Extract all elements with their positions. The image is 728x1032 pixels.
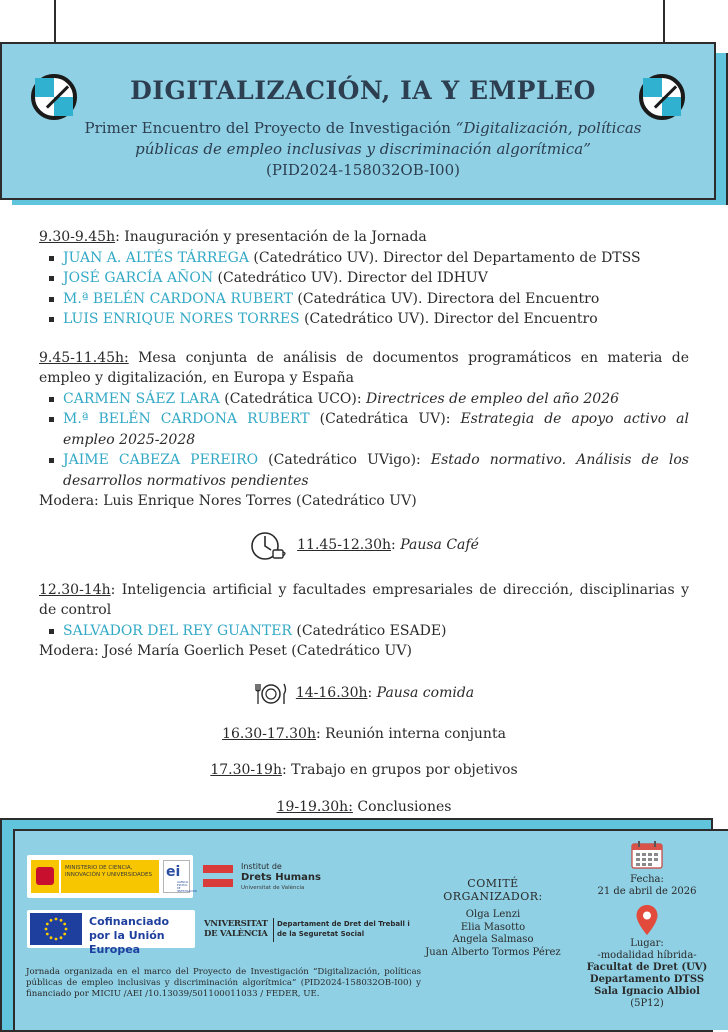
speaker-list	[39, 389, 689, 492]
organizing-committee	[418, 877, 568, 959]
speaker-name: M.ª BELÉN CARDONA RUBERT	[63, 411, 310, 427]
session-working-groups	[39, 760, 689, 781]
session-title: : Trabajo en grupos por objetivos	[281, 762, 518, 778]
location-line: Departamento DTSS	[589, 974, 705, 985]
location-line: Sala Ignacio Albiol	[594, 986, 700, 997]
session-title: : Inteligencia artificial y facultades empresariales de dirección, disciplinarias y de control	[39, 581, 689, 618]
speaker-list	[39, 248, 689, 330]
session-time: 16.30-17.30h	[222, 725, 316, 742]
clock-coffee-icon	[249, 530, 289, 562]
session-time: 19-19.30h:	[276, 798, 353, 815]
session-conclusions	[39, 797, 689, 818]
location-pin-icon	[635, 904, 659, 936]
list-item: JOSÉ GARCÍA AÑON (Catedrático UV). Director del IDHUV	[39, 268, 689, 289]
session-panel	[39, 348, 689, 512]
list-item: LUIS ENRIQUE NORES TORRES (Catedrático UV). Director del Encuentro	[39, 309, 689, 330]
hanger-line-right	[663, 0, 665, 44]
list-item: CARMEN SÁEZ LARA (Catedrática UCO): Directrices de empleo del año 2026	[39, 389, 689, 410]
location-line: (5P12)	[630, 998, 664, 1009]
committee-member: Elia Masotto	[460, 921, 526, 933]
session-time: 12.30-14h	[39, 581, 111, 598]
lunch-break: 14-16.30h: Pausa comida	[39, 680, 689, 708]
session-title: Conclusiones	[352, 798, 452, 815]
plate-cutlery-icon	[254, 680, 288, 708]
list-item: M.ª BELÉN CARDONA RUBERT (Catedrática UV): Estrategia de apoyo activo al empleo 2025-2028	[39, 409, 689, 450]
speaker-name: M.ª BELÉN CARDONA RUBERT	[63, 290, 293, 307]
speaker-name: LUIS ENRIQUE NORES TORRES	[63, 311, 300, 327]
coffee-break: 11.45-12.30h: Pausa Café	[39, 530, 689, 562]
eu-logo: Cofinanciado por la Unión Europea	[27, 910, 195, 948]
list-item: JAIME CABEZA PEREIRO (Catedrático UVigo): Estado normativo. Análisis de los desarrollos normativos pendientes	[39, 450, 689, 491]
idh-logo: Institut de Drets Humans Universitat de València	[203, 862, 343, 894]
speaker-name: JUAN A. ALTÉS TÁRREGA	[63, 249, 249, 266]
event-date: 21 de abril de 2026	[597, 886, 697, 897]
break-time: 14-16.30h	[295, 685, 368, 702]
list-item: JUAN A. ALTÉS TÁRREGA (Catedrático UV). Director del Departamento de DTSS	[39, 248, 689, 269]
location-label: Lugar:	[630, 938, 664, 949]
speaker-name: JAIME CABEZA PEREIRO	[63, 452, 259, 468]
speaker-name: CARMEN SÁEZ LARA	[63, 390, 220, 407]
session-internal-meeting	[39, 724, 689, 745]
session-ai	[39, 580, 689, 662]
modality: -modalidad híbrida-	[597, 950, 697, 961]
date-label: Fecha:	[630, 874, 664, 885]
break-label: Pausa Café	[400, 537, 479, 554]
speaker-list	[39, 621, 689, 642]
calendar-icon	[630, 840, 664, 870]
committee-member: Angela Salmaso	[452, 934, 534, 945]
session-title: Mesa conjunta de análisis de documentos programáticos en materia de empleo y digitalización, en Europa y España	[39, 349, 689, 386]
hanger-line-left	[54, 0, 56, 44]
moderator: Modera: José María Goerlich Peset (Catedrático UV)	[39, 643, 412, 659]
agenda	[39, 227, 689, 817]
event-details	[578, 840, 716, 1010]
location-line: Facultat de Dret (UV)	[586, 962, 708, 973]
session-title: : Reunión interna conjunta	[315, 725, 506, 742]
funding-note: Jornada organizada en el marco del Proyecto de Investigación “Digitalización, políticas públicas de empleo inclusivas y discriminación algorítmica” (PID2024-158032OB-I00) y financiado por MICIU /AEI /10.13039/501100011033 / FEDER, UE.	[26, 967, 421, 999]
project-code: (PID2024-158032OB-I00)	[266, 161, 460, 179]
list-item: SALVADOR DEL REY GUANTER (Catedrático ESADE)	[39, 621, 689, 642]
coat-of-arms-icon	[36, 867, 54, 885]
session-opening	[39, 227, 689, 330]
committee-member: Olga Lenzi	[465, 909, 521, 920]
uv-logo: VNIVERSITAT DE VALÈNCIA Departament de Dret del Treball i de la Seguretat Social	[204, 918, 416, 944]
session-time: 9.45-11.45h:	[39, 349, 129, 366]
committee-member: Juan Alberto Tormos Pérez	[425, 946, 561, 958]
moderator: Modera: Luis Enrique Nores Torres (Catedrático UV)	[39, 493, 417, 509]
aei-icon: ei	[166, 864, 181, 880]
session-time: 17.30-19h	[210, 762, 282, 778]
speaker-name: SALVADOR DEL REY GUANTER	[63, 622, 292, 639]
break-time: 11.45-12.30h	[297, 537, 392, 554]
eu-stars-icon	[30, 913, 82, 945]
page-title: DIGITALIZACIÓN, IA Y EMPLEO	[130, 76, 596, 105]
break-label: Pausa comida	[376, 685, 475, 702]
session-time: 9.30-9.45h	[39, 229, 116, 245]
speaker-name: JOSÉ GARCÍA AÑON	[63, 270, 214, 286]
ministry-logo: MINISTERIO DE CIENCIA, INNOVACIÓN Y UNIVERSIDADES ei AGENCIA ESTATAL DE INVESTIGACIÓN	[27, 855, 193, 898]
session-title: : Inauguración y presentación de la Jornada	[115, 229, 427, 245]
committee-title: COMITÉ ORGANIZADOR:	[443, 877, 543, 903]
page-subtitle: Primer Encuentro del Proyecto de Investigación “Digitalización, políticas públicas de empleo inclusivas y discriminación algorítmica” (PID2024-158032OB-I00)	[84, 119, 642, 179]
list-item: M.ª BELÉN CARDONA RUBERT (Catedrática UV). Directora del Encuentro	[39, 289, 689, 310]
